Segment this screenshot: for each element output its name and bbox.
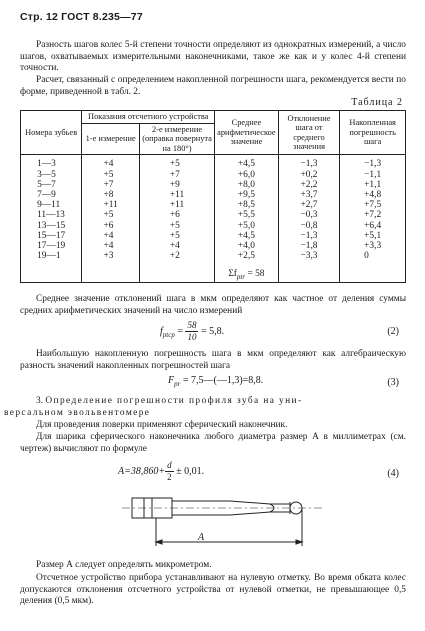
average-column: +4,5 +6,0 +8,0 +9,5 +8,5 +5,5 +5,0 +4,5 +4,0 +2,5: [237, 159, 255, 262]
formula-4-lhs: А=38,860+: [118, 465, 166, 477]
measurement-1-column: +4 +5 +7 +8 +11 +5 +6 +4 +4 +3: [103, 159, 118, 262]
spherical-tip-drawing: [120, 488, 330, 553]
formula-3-lhs: F: [168, 375, 175, 386]
header-readings-group: Показания отсчетного устройства: [82, 111, 215, 124]
section-3-title-b: версальном эвольвентомере: [4, 407, 151, 418]
header-deviation: Отклонение шага от среднего значения: [278, 111, 340, 155]
teeth-column: 1—3 3—5 5—7 7—9 9—11 11—13 13—15 15—17 17—19 19—1: [37, 159, 66, 262]
paragraph-micrometer: Размер А следует определять микрометром.: [36, 560, 212, 570]
formula-2-sub: ptср: [162, 330, 175, 339]
header-teeth: Номера зубьев: [21, 111, 82, 155]
sum-subscript: ptr: [236, 273, 246, 282]
header-measurement-2: 2-е измерение (оправка повернута на 180°): [139, 123, 214, 155]
formula-2: [160, 320, 224, 343]
table-2: [20, 110, 406, 283]
page-header: Стр. 12 ГОСТ 8.235—77: [20, 11, 143, 23]
formula-4: [118, 460, 204, 483]
formula-4-fraction: [165, 460, 174, 483]
sum-row: [217, 269, 275, 282]
header-accumulated: Накопленная погрешность шага: [340, 111, 406, 155]
formula-3-sub: pr: [174, 380, 181, 388]
equation-number-2: (2): [387, 326, 399, 337]
section-3-title: [4, 396, 406, 419]
formula-3: [168, 375, 263, 388]
paragraph-max-accumulated: Наибольшую накопленную погрешность шага в мкм определяют как алгебраическую разность значений накопленных погрешностей шага: [20, 349, 406, 371]
formula-4-rhs: ± 0,01.: [173, 465, 205, 477]
deviation-column: −1,3 +0,2 +2,2 +3,7 +2,7 −0,3 −0,8 −1,3 −1,8 −3,3: [300, 159, 318, 262]
equation-number-3: (3): [387, 377, 399, 388]
section-3-title-a: Определение погрешности профиля зуба на уни-: [45, 396, 303, 406]
intro-paragraph-1: Разность шагов колес 5-й степени точности определяют из однократных измерений, а число шагов, охватываемых измерительными наконечниками, такое же как и у колес 4-й степени точности.: [20, 40, 406, 74]
measurement-2-column: +5 +7 +9 +11 +11 +6 +5 +5 +4 +2: [169, 159, 185, 262]
paragraph-mean-deviation: Среднее значение отклонений шага в мкм определяют как частное от деления суммы средних арифметических значений на число измерений: [20, 294, 406, 316]
dimension-label: А: [198, 532, 205, 543]
formula-2-lhs: f: [160, 325, 163, 337]
section-3-number: 3.: [36, 396, 44, 406]
formula-2-denominator: 10: [187, 332, 197, 342]
formula-2-rhs: = 5,8.: [198, 325, 225, 337]
formula-2-fraction: [185, 320, 198, 343]
formula-2-eq: =: [174, 325, 186, 337]
sum-value: = 58: [245, 269, 265, 280]
intro-paragraph-2: Расчет, связанный с определением накопленной погрешности шага, рекомендуется вести по форме, приведенной в табл. 2.: [20, 75, 406, 97]
accumulated-column: −1,3 −1,1 +1,1 +4,8 +7,5 +7,2 +6,4 +5,1 +3,3 0: [364, 159, 382, 262]
header-measurement-1: 1-е измерение: [82, 123, 140, 155]
equation-number-4: (4): [387, 468, 399, 479]
paragraph-spherical-tip: Для проведения поверки применяют сферический наконечник.: [36, 420, 288, 430]
header-average: Среднее арифметическое значение: [215, 111, 278, 155]
formula-4-numerator: d: [167, 460, 172, 470]
paragraph-zero-setting: Отсчетное устройство прибора устанавливают на нулевую отметку. Во время обката колес допускаются отклонения отсчетного устройства от нулевой отметки, не превышающее 0,5 деления (0,5 мкм).: [20, 573, 406, 607]
sum-symbol: Σf: [228, 269, 237, 280]
paragraph-dimension-a: Для шарика сферического наконечника любого диаметра размер А в миллиметрах (см. чертеж) вычисляют по формуле: [20, 432, 406, 454]
formula-3-rhs: = 7,5—(—1,3)=8,8.: [180, 375, 264, 386]
formula-4-denominator: 2: [167, 472, 172, 482]
formula-2-numerator: 58: [187, 320, 197, 330]
table-caption: Таблица 2: [351, 97, 403, 108]
